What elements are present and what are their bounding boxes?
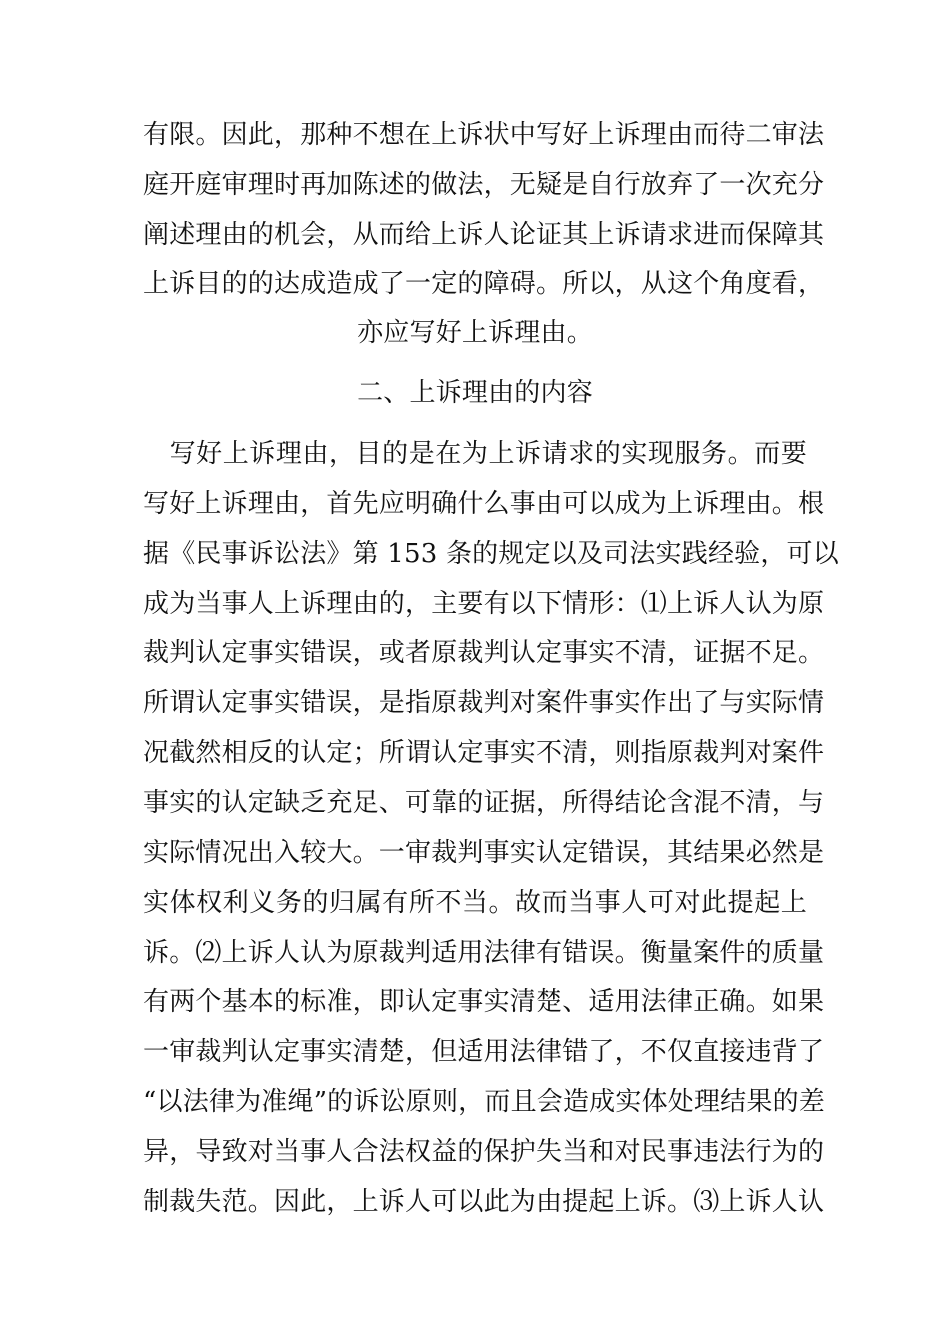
paragraph-line: 事实的认定缺乏充足、可靠的证据，所得结论含混不清，与: [143, 788, 825, 818]
paragraph-line: 据《民事诉讼法》第 153 条的规定以及司法实践经验，可以: [143, 539, 839, 569]
paragraph-line: 况截然相反的认定；所谓认定事实不清，则指原裁判对案件: [143, 738, 825, 768]
paragraph-line: 所谓认定事实错误，是指原裁判对案件事实作出了与实际情: [143, 688, 825, 718]
paragraph-line: 有两个基本的标准，即认定事实清楚、适用法律正确。如果: [143, 987, 825, 1017]
paragraph-line: 写好上诉理由，目的是在为上诉请求的实现服务。而要: [143, 439, 807, 469]
section-heading: 二、上诉理由的内容: [357, 378, 593, 408]
paragraph-line: 裁判认定事实错误，或者原裁判认定事实不清，证据不足。: [143, 638, 825, 668]
paragraph-line: 成为当事人上诉理由的，主要有以下情形：⑴上诉人认为原: [143, 589, 825, 619]
paragraph-line: 有限。因此，那种不想在上诉状中写好上诉理由而待二审法: [143, 120, 825, 150]
paragraph-line: 写好上诉理由，首先应明确什么事由可以成为上诉理由。根: [143, 489, 825, 519]
paragraph-line: 制裁失范。因此，上诉人可以此为由提起上诉。⑶上诉人认: [143, 1187, 825, 1217]
paragraph-line: 亦应写好上诉理由。: [357, 318, 593, 348]
paragraph-line: 异，导致对当事人合法权益的保护失当和对民事违法行为的: [143, 1137, 825, 1167]
paragraph-line: “以法律为准绳”的诉讼原则，而且会造成实体处理结果的差: [143, 1087, 825, 1117]
paragraph-line: 上诉目的的达成造成了一定的障碍。所以，从这个角度看，: [143, 269, 825, 299]
paragraph-line: 实际情况出入较大。一审裁判事实认定错误，其结果必然是: [143, 838, 825, 868]
paragraph-line: 诉。⑵上诉人认为原裁判适用法律有错误。衡量案件的质量: [143, 938, 825, 968]
paragraph-line: 阐述理由的机会，从而给上诉人论证其上诉请求进而保障其: [143, 220, 825, 250]
paragraph-line: 庭开庭审理时再加陈述的做法，无疑是自行放弃了一次充分: [143, 170, 825, 200]
paragraph-line: 一审裁判认定事实清楚，但适用法律错了，不仅直接违背了: [143, 1037, 825, 1067]
paragraph-line: 实体权利义务的归属有所不当。故而当事人可对此提起上: [143, 888, 807, 918]
